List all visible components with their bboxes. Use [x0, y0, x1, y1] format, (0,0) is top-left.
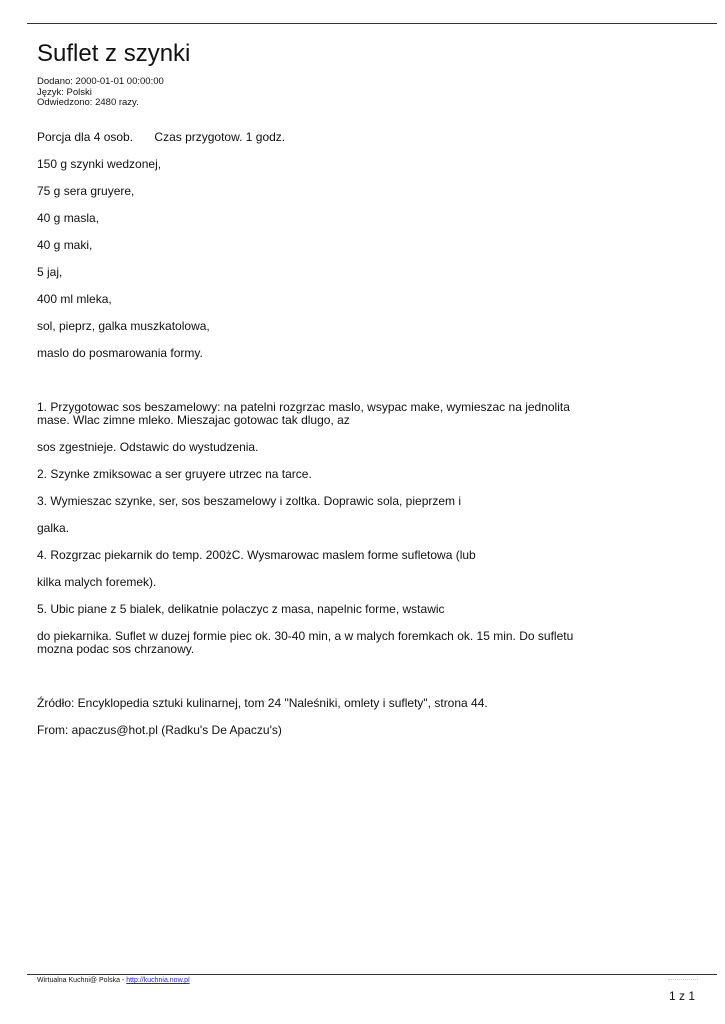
recipe-content — [37, 131, 597, 751]
step-text: 1. Przygotowac sos beszamelowy: na patelni rozgrzac maslo, wsypac make, wymieszac na jednolita mase. Wlac zimne mleko. Mieszajac gotowac tak dlugo, az — [37, 400, 570, 427]
recipe-meta — [37, 77, 164, 109]
prep-time-text: Czas przygotow. 1 godz. — [154, 130, 286, 144]
top-divider — [27, 23, 717, 24]
step-text: 5. Ubic piane z 5 bialek, delikatnie polaczyc z masa, napelnic forme, wstawic — [37, 602, 445, 616]
ingredient-item: 75 g sera gruyere, — [37, 184, 135, 198]
footer-site-link[interactable]: http://kuchnia.now.pl — [126, 977, 190, 984]
ingredient-item: 40 g masla, — [37, 211, 100, 225]
step-list — [37, 401, 597, 656]
source-citation: Źródło: Encyklopedia sztuki kulinarnej, tom 24 "Naleśniki, omlety i suflety", strona 44. — [37, 696, 488, 710]
ingredient-item: maslo do posmarowania formy. — [37, 346, 203, 360]
footer-site-name: Wirtualna Kuchni@ Polska - — [37, 977, 127, 984]
ingredient-item: sol, pieprz, galka muszkatolowa, — [37, 319, 210, 333]
spacer — [37, 670, 597, 697]
page-number: 1 z 1 — [668, 989, 695, 1003]
step-text: 2. Szynke zmiksowac a ser gruyere utrzec na tarce. — [37, 467, 312, 481]
ingredient-list — [37, 158, 597, 360]
servings-text: Porcja dla 4 osob. — [37, 130, 134, 144]
step-text: kilka malych foremek). — [37, 575, 157, 589]
meta-language: Język: Polski — [37, 86, 92, 98]
author-credit: From: apaczus@hot.pl (Radku's De Apaczu's) — [37, 723, 282, 737]
ingredient-item: 150 g szynki wedzonej, — [37, 157, 162, 171]
step-text: 3. Wymieszac szynke, ser, sos beszamelowy i zoltka. Doprawic sola, pieprzem i — [37, 494, 462, 508]
bottom-divider — [27, 974, 717, 975]
footer-decoration — [668, 979, 698, 980]
step-text: sos zgestnieje. Odstawic do wystudzenia. — [37, 440, 259, 454]
meta-visits: Odwiedzono: 2480 razy. — [37, 97, 139, 108]
ingredient-item: 40 g maki, — [37, 238, 93, 252]
page-title: Suflet z szynki — [37, 40, 191, 67]
serving-info — [37, 131, 597, 144]
step-text: 4. Rozgrzac piekarnik do temp. 200żC. Wysmarowac maslem forme sufletowa (lub — [37, 548, 476, 562]
spacer — [37, 374, 597, 401]
footer — [37, 976, 190, 985]
ingredient-item: 5 jaj, — [37, 265, 63, 279]
ingredient-item: 400 ml mleka, — [37, 292, 112, 306]
step-text: do piekarnika. Suflet w duzej formie piec ok. 30-40 min, a w malych foremkach ok. 15 min. Do sufletu mozna podac sos chrzanowy. — [37, 629, 574, 656]
meta-added: Dodano: 2000-01-01 00:00:00 — [37, 76, 164, 87]
step-text: galka. — [37, 521, 70, 535]
